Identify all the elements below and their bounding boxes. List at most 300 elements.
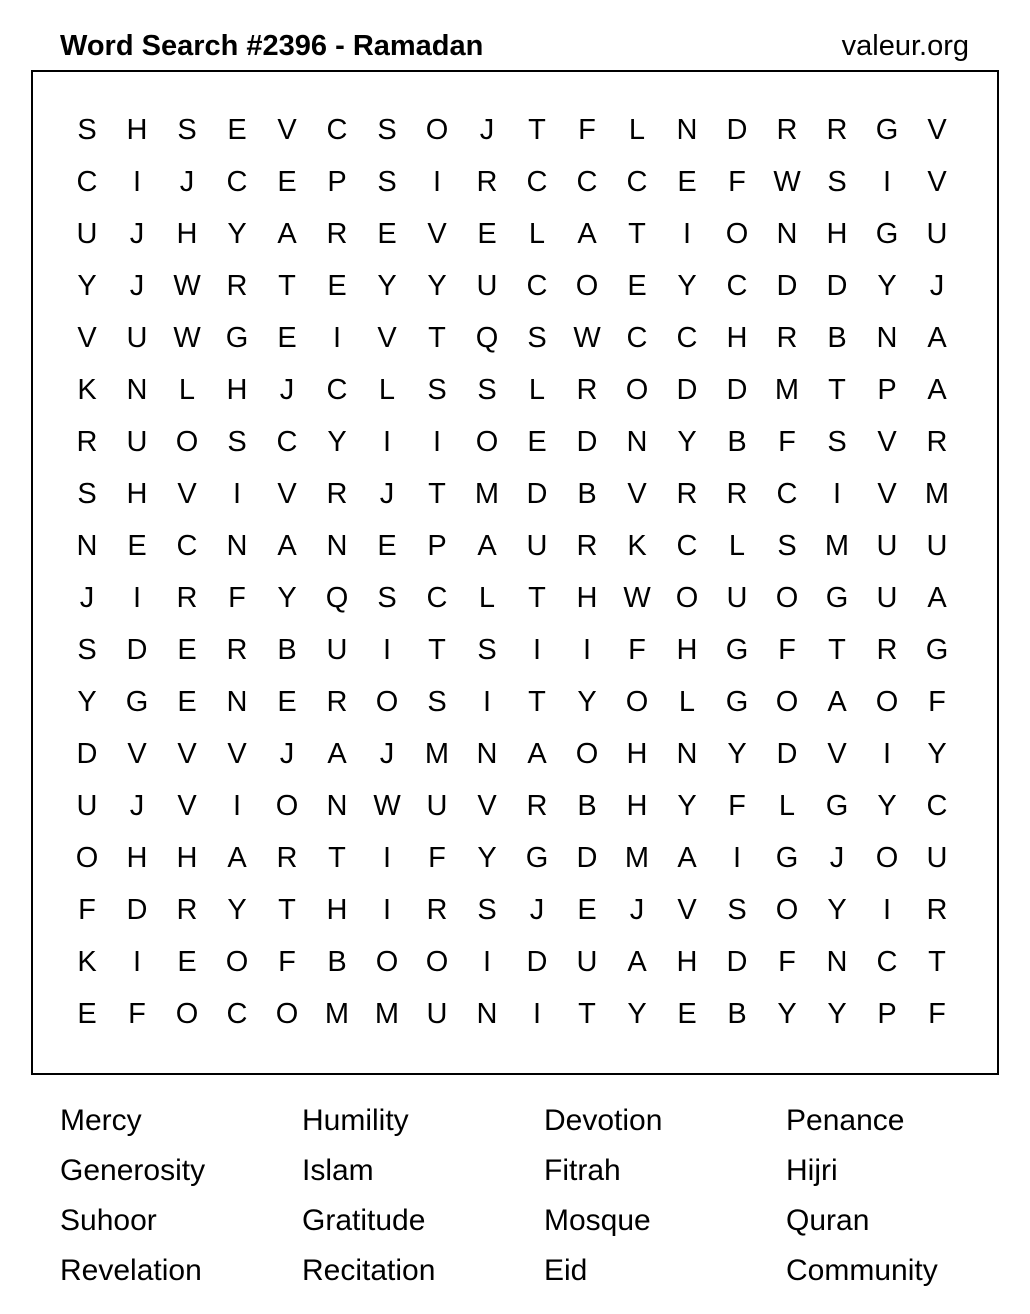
grid-letter: C xyxy=(426,581,448,614)
grid-letter: U xyxy=(76,789,98,822)
grid-letter: H xyxy=(126,477,148,510)
grid-letter: G xyxy=(925,633,949,666)
grid-letter: J xyxy=(129,269,145,302)
grid-letter: I xyxy=(132,945,142,978)
grid-letter: G xyxy=(125,685,149,718)
grid-letter: Y xyxy=(827,893,847,926)
grid-letter: V xyxy=(127,737,147,770)
grid-letter: E xyxy=(377,529,397,562)
grid-letter: V xyxy=(277,113,297,146)
grid-letter: N xyxy=(76,529,98,562)
grid-letter: B xyxy=(577,477,597,510)
grid-letter: D xyxy=(776,269,798,302)
grid-letter: S xyxy=(827,165,847,198)
grid-letter: D xyxy=(576,841,598,874)
page-title: Word Search #2396 - Ramadan xyxy=(60,30,484,62)
grid-letter: R xyxy=(576,373,598,406)
grid-letter: O xyxy=(875,841,899,874)
grid-letter: H xyxy=(826,217,848,250)
grid-letter: O xyxy=(625,373,649,406)
grid-letter: E xyxy=(177,633,197,666)
grid-letter: L xyxy=(528,217,546,250)
grid-letter: R xyxy=(326,685,348,718)
grid-letter: E xyxy=(327,269,347,302)
grid-letter: Q xyxy=(475,321,499,354)
grid-letter: N xyxy=(826,945,848,978)
grid-letter: U xyxy=(876,529,898,562)
grid-letter: Y xyxy=(327,425,347,458)
grid-letter: C xyxy=(76,165,98,198)
grid-letter: F xyxy=(778,945,796,978)
grid-letter: C xyxy=(926,789,948,822)
grid-letter: Q xyxy=(325,581,349,614)
grid-letter: B xyxy=(727,997,747,1030)
grid-letter: A xyxy=(327,737,347,770)
grid-letter: F xyxy=(628,633,646,666)
grid-letter: E xyxy=(177,945,197,978)
grid-letter: Y xyxy=(377,269,397,302)
grid-letter: E xyxy=(677,997,697,1030)
grid-letter: I xyxy=(382,633,392,666)
word-list-item: Quran xyxy=(786,1204,870,1237)
grid-letter: Y xyxy=(77,269,97,302)
grid-letter: O xyxy=(675,581,699,614)
grid-letter: H xyxy=(176,841,198,874)
grid-letter: M xyxy=(374,997,400,1030)
grid-letter: K xyxy=(627,529,647,562)
grid-letter: N xyxy=(476,997,498,1030)
grid-letter: I xyxy=(832,477,842,510)
grid-letter: T xyxy=(828,633,846,666)
grid-letter: T xyxy=(278,269,296,302)
grid-letter: N xyxy=(226,529,248,562)
grid-letter: E xyxy=(177,685,197,718)
grid-letter: U xyxy=(926,529,948,562)
grid-letter: C xyxy=(726,269,748,302)
grid-letter: V xyxy=(427,217,447,250)
grid-letter: J xyxy=(479,113,495,146)
grid-letter: N xyxy=(626,425,648,458)
grid-letter: O xyxy=(275,789,299,822)
grid-letter: I xyxy=(432,425,442,458)
grid-letter: H xyxy=(326,893,348,926)
grid-letter: Y xyxy=(877,269,897,302)
grid-letter: M xyxy=(424,737,450,770)
grid-letter: Y xyxy=(727,737,747,770)
grid-letter: G xyxy=(775,841,799,874)
grid-letter: A xyxy=(677,841,697,874)
grid-letter: O xyxy=(775,685,799,718)
grid-letter: D xyxy=(576,425,598,458)
grid-letter: J xyxy=(279,737,295,770)
grid-letter: F xyxy=(928,997,946,1030)
word-list-item: Islam xyxy=(302,1154,374,1187)
word-list-item: Gratitude xyxy=(302,1204,426,1237)
grid-letter: O xyxy=(175,997,199,1030)
grid-letter: H xyxy=(126,841,148,874)
grid-letter: P xyxy=(877,997,897,1030)
grid-letter: Y xyxy=(427,269,447,302)
grid-letter: I xyxy=(132,165,142,198)
grid-letter: S xyxy=(427,373,447,406)
grid-letter: C xyxy=(676,321,698,354)
grid-letter: R xyxy=(226,633,248,666)
grid-letter: R xyxy=(476,165,498,198)
grid-letter: M xyxy=(924,477,950,510)
grid-letter: U xyxy=(926,217,948,250)
grid-letter: S xyxy=(527,321,547,354)
grid-letter: Y xyxy=(677,269,697,302)
grid-letter: E xyxy=(277,321,297,354)
grid-letter: W xyxy=(373,789,401,822)
grid-letter: V xyxy=(877,477,897,510)
grid-letter: L xyxy=(528,373,546,406)
grid-letter: C xyxy=(776,477,798,510)
grid-letter: W xyxy=(623,581,651,614)
word-list-item: Generosity xyxy=(60,1154,206,1187)
grid-letter: S xyxy=(777,529,797,562)
grid-letter: Y xyxy=(227,217,247,250)
grid-letter: S xyxy=(477,633,497,666)
grid-letter: A xyxy=(527,737,547,770)
grid-letter: A xyxy=(927,373,947,406)
grid-letter: E xyxy=(627,269,647,302)
grid-letter: R xyxy=(276,841,298,874)
grid-letter: S xyxy=(227,425,247,458)
grid-letter: E xyxy=(277,165,297,198)
grid-letter: E xyxy=(277,685,297,718)
grid-letter: G xyxy=(875,113,899,146)
grid-letter: D xyxy=(526,945,548,978)
grid-letter: J xyxy=(129,217,145,250)
grid-letter: S xyxy=(727,893,747,926)
grid-letter: V xyxy=(927,113,947,146)
grid-letter: Y xyxy=(777,997,797,1030)
word-list-item: Humility xyxy=(302,1104,409,1137)
grid-letter: R xyxy=(576,529,598,562)
grid-letter: R xyxy=(926,425,948,458)
grid-letter: F xyxy=(278,945,296,978)
grid-letter: T xyxy=(428,633,446,666)
grid-letter: E xyxy=(577,893,597,926)
grid-letter: W xyxy=(173,321,201,354)
grid-letter: R xyxy=(176,581,198,614)
grid-letter: C xyxy=(176,529,198,562)
grid-letter: N xyxy=(676,113,698,146)
grid-letter: A xyxy=(927,321,947,354)
grid-letter: V xyxy=(277,477,297,510)
grid-letter: R xyxy=(676,477,698,510)
grid-letter: J xyxy=(529,893,545,926)
grid-letter: U xyxy=(476,269,498,302)
grid-letter: I xyxy=(882,737,892,770)
grid-letter: D xyxy=(776,737,798,770)
word-list-item: Community xyxy=(786,1254,938,1287)
grid-letter: Y xyxy=(227,893,247,926)
grid-letter: N xyxy=(226,685,248,718)
grid-letter: T xyxy=(828,373,846,406)
grid-letter: R xyxy=(776,321,798,354)
grid-letter: E xyxy=(77,997,97,1030)
grid-letter: O xyxy=(375,685,399,718)
grid-letter: T xyxy=(528,581,546,614)
grid-letter: I xyxy=(382,425,392,458)
grid-letter: A xyxy=(827,685,847,718)
grid-letter: R xyxy=(526,789,548,822)
grid-letter: N xyxy=(326,789,348,822)
grid-letter: Y xyxy=(677,789,697,822)
grid-letter: B xyxy=(277,633,297,666)
grid-letter: C xyxy=(226,997,248,1030)
grid-letter: S xyxy=(377,581,397,614)
grid-letter: I xyxy=(382,841,392,874)
grid-letter: M xyxy=(774,373,800,406)
grid-letter: R xyxy=(776,113,798,146)
grid-letter: E xyxy=(127,529,147,562)
grid-letter: D xyxy=(826,269,848,302)
grid-letter: Y xyxy=(877,789,897,822)
grid-letter: V xyxy=(77,321,97,354)
grid-letter: V xyxy=(377,321,397,354)
grid-letter: W xyxy=(173,269,201,302)
grid-letter: H xyxy=(126,113,148,146)
grid-letter: I xyxy=(532,633,542,666)
grid-letter: G xyxy=(875,217,899,250)
grid-letter: R xyxy=(876,633,898,666)
grid-letter: Y xyxy=(927,737,947,770)
grid-letter: D xyxy=(126,893,148,926)
grid-letter: H xyxy=(676,633,698,666)
grid-letter: R xyxy=(76,425,98,458)
grid-letter: R xyxy=(826,113,848,146)
grid-letter: O xyxy=(275,997,299,1030)
grid-letter: E xyxy=(527,425,547,458)
grid-letter: I xyxy=(682,217,692,250)
grid-letter: S xyxy=(377,165,397,198)
grid-letter: U xyxy=(426,997,448,1030)
grid-letter: R xyxy=(926,893,948,926)
grid-letter: G xyxy=(525,841,549,874)
grid-letter: R xyxy=(326,217,348,250)
grid-letter: I xyxy=(232,477,242,510)
grid-letter: S xyxy=(477,373,497,406)
grid-letter: U xyxy=(876,581,898,614)
grid-letter: B xyxy=(727,425,747,458)
grid-letter: H xyxy=(176,217,198,250)
grid-letter: L xyxy=(728,529,746,562)
grid-letter: U xyxy=(76,217,98,250)
grid-letter: W xyxy=(573,321,601,354)
grid-letter: G xyxy=(825,789,849,822)
grid-letter: I xyxy=(732,841,742,874)
grid-letter: D xyxy=(726,373,748,406)
grid-letter: I xyxy=(882,893,892,926)
grid-letter: L xyxy=(678,685,696,718)
grid-letter: O xyxy=(175,425,199,458)
grid-letter: S xyxy=(427,685,447,718)
grid-letter: T xyxy=(578,997,596,1030)
grid-letter: J xyxy=(929,269,945,302)
grid-letter: A xyxy=(927,581,947,614)
grid-letter: A xyxy=(477,529,497,562)
grid-letter: E xyxy=(227,113,247,146)
word-list-item: Revelation xyxy=(60,1254,202,1287)
grid-letter: G xyxy=(725,685,749,718)
grid-letter: F xyxy=(428,841,446,874)
grid-letter: V xyxy=(177,477,197,510)
grid-letter: T xyxy=(428,321,446,354)
word-list xyxy=(60,1096,1020,1296)
grid-letter: J xyxy=(179,165,195,198)
grid-letter: U xyxy=(126,321,148,354)
grid-letter: P xyxy=(877,373,897,406)
grid-letter: A xyxy=(627,945,647,978)
grid-letter: O xyxy=(625,685,649,718)
grid-letter: I xyxy=(132,581,142,614)
grid-letter: S xyxy=(77,633,97,666)
grid-letter: E xyxy=(377,217,397,250)
grid-letter: U xyxy=(576,945,598,978)
word-list-item: Hijri xyxy=(786,1154,838,1187)
grid-letter: D xyxy=(676,373,698,406)
grid-letter: M xyxy=(824,529,850,562)
grid-letter: R xyxy=(326,477,348,510)
grid-letter: I xyxy=(232,789,242,822)
grid-letter: M xyxy=(474,477,500,510)
grid-letter: F xyxy=(78,893,96,926)
grid-letter: R xyxy=(426,893,448,926)
grid-letter: T xyxy=(528,685,546,718)
grid-letter: A xyxy=(227,841,247,874)
grid-letter: I xyxy=(382,893,392,926)
grid-letter: R xyxy=(176,893,198,926)
grid-letter: U xyxy=(726,581,748,614)
grid-letter: D xyxy=(526,477,548,510)
grid-letter: O xyxy=(775,893,799,926)
grid-letter: L xyxy=(478,581,496,614)
grid-letter: U xyxy=(526,529,548,562)
grid-letter: C xyxy=(226,165,248,198)
grid-letter: A xyxy=(577,217,597,250)
grid-letter: N xyxy=(476,737,498,770)
grid-letter: J xyxy=(129,789,145,822)
grid-letter: I xyxy=(482,685,492,718)
grid-letter: K xyxy=(77,373,97,406)
site-name: valeur.org xyxy=(841,30,969,62)
grid-letter: N xyxy=(326,529,348,562)
grid-letter: N xyxy=(776,217,798,250)
grid-letter: F xyxy=(128,997,146,1030)
grid-letter: B xyxy=(327,945,347,978)
grid-letter: H xyxy=(226,373,248,406)
grid-letter: H xyxy=(576,581,598,614)
grid-letter: C xyxy=(876,945,898,978)
grid-letter: O xyxy=(475,425,499,458)
grid-letter: B xyxy=(577,789,597,822)
grid-letter: M xyxy=(324,997,350,1030)
word-list-item: Mosque xyxy=(544,1204,651,1237)
grid-letter: O xyxy=(575,737,599,770)
word-list-item: Devotion xyxy=(544,1104,663,1137)
grid-letter: T xyxy=(428,477,446,510)
grid-letter: Y xyxy=(277,581,297,614)
grid-letter: G xyxy=(225,321,249,354)
grid-letter: I xyxy=(482,945,492,978)
grid-letter: P xyxy=(427,529,447,562)
grid-letter: C xyxy=(526,165,548,198)
grid-letter: J xyxy=(829,841,845,874)
grid-letter: C xyxy=(626,165,648,198)
grid-letter: J xyxy=(279,373,295,406)
grid-letter: T xyxy=(278,893,296,926)
word-list-item: Fitrah xyxy=(544,1154,621,1187)
word-list-item: Eid xyxy=(544,1254,588,1287)
grid-letter: F xyxy=(728,789,746,822)
grid-letter: D xyxy=(126,633,148,666)
grid-letter: I xyxy=(532,997,542,1030)
grid-letter: B xyxy=(827,321,847,354)
grid-letter: F xyxy=(578,113,596,146)
grid-letter: L xyxy=(378,373,396,406)
grid-letter: P xyxy=(327,165,347,198)
grid-letter: V xyxy=(477,789,497,822)
grid-letter: D xyxy=(76,737,98,770)
grid-letter: J xyxy=(379,477,395,510)
grid-letter: C xyxy=(576,165,598,198)
grid-letter: T xyxy=(328,841,346,874)
grid-letter: Y xyxy=(827,997,847,1030)
grid-letter: C xyxy=(326,113,348,146)
grid-letter: J xyxy=(629,893,645,926)
grid-letter: M xyxy=(624,841,650,874)
grid-letter: V xyxy=(227,737,247,770)
grid-letter: O xyxy=(375,945,399,978)
grid-letter: W xyxy=(773,165,801,198)
grid-letter: O xyxy=(425,113,449,146)
grid-letter: S xyxy=(177,113,197,146)
grid-letter: S xyxy=(827,425,847,458)
grid-letter: O xyxy=(725,217,749,250)
grid-letter: T xyxy=(928,945,946,978)
grid-letter: N xyxy=(876,321,898,354)
grid-letter: V xyxy=(177,789,197,822)
grid-letter: V xyxy=(627,477,647,510)
grid-letter: D xyxy=(726,945,748,978)
grid-letter: C xyxy=(276,425,298,458)
grid-letter: J xyxy=(379,737,395,770)
grid-letter: S xyxy=(77,113,97,146)
grid-letter: E xyxy=(677,165,697,198)
grid-letter: U xyxy=(126,425,148,458)
grid-letter: F xyxy=(228,581,246,614)
grid-letter: L xyxy=(628,113,646,146)
grid-letter: V xyxy=(877,425,897,458)
grid-letter: T xyxy=(528,113,546,146)
grid-letter: H xyxy=(726,321,748,354)
grid-letter: Y xyxy=(77,685,97,718)
grid-letter: V xyxy=(927,165,947,198)
grid-letter: G xyxy=(725,633,749,666)
grid-letter: S xyxy=(77,477,97,510)
grid-letter: I xyxy=(882,165,892,198)
grid-letter: O xyxy=(75,841,99,874)
grid-letter: T xyxy=(628,217,646,250)
word-list-item: Suhoor xyxy=(60,1204,157,1237)
grid-letter: F xyxy=(928,685,946,718)
grid-letter: A xyxy=(277,217,297,250)
grid-letter: H xyxy=(626,737,648,770)
word-list-item: Penance xyxy=(786,1104,905,1137)
